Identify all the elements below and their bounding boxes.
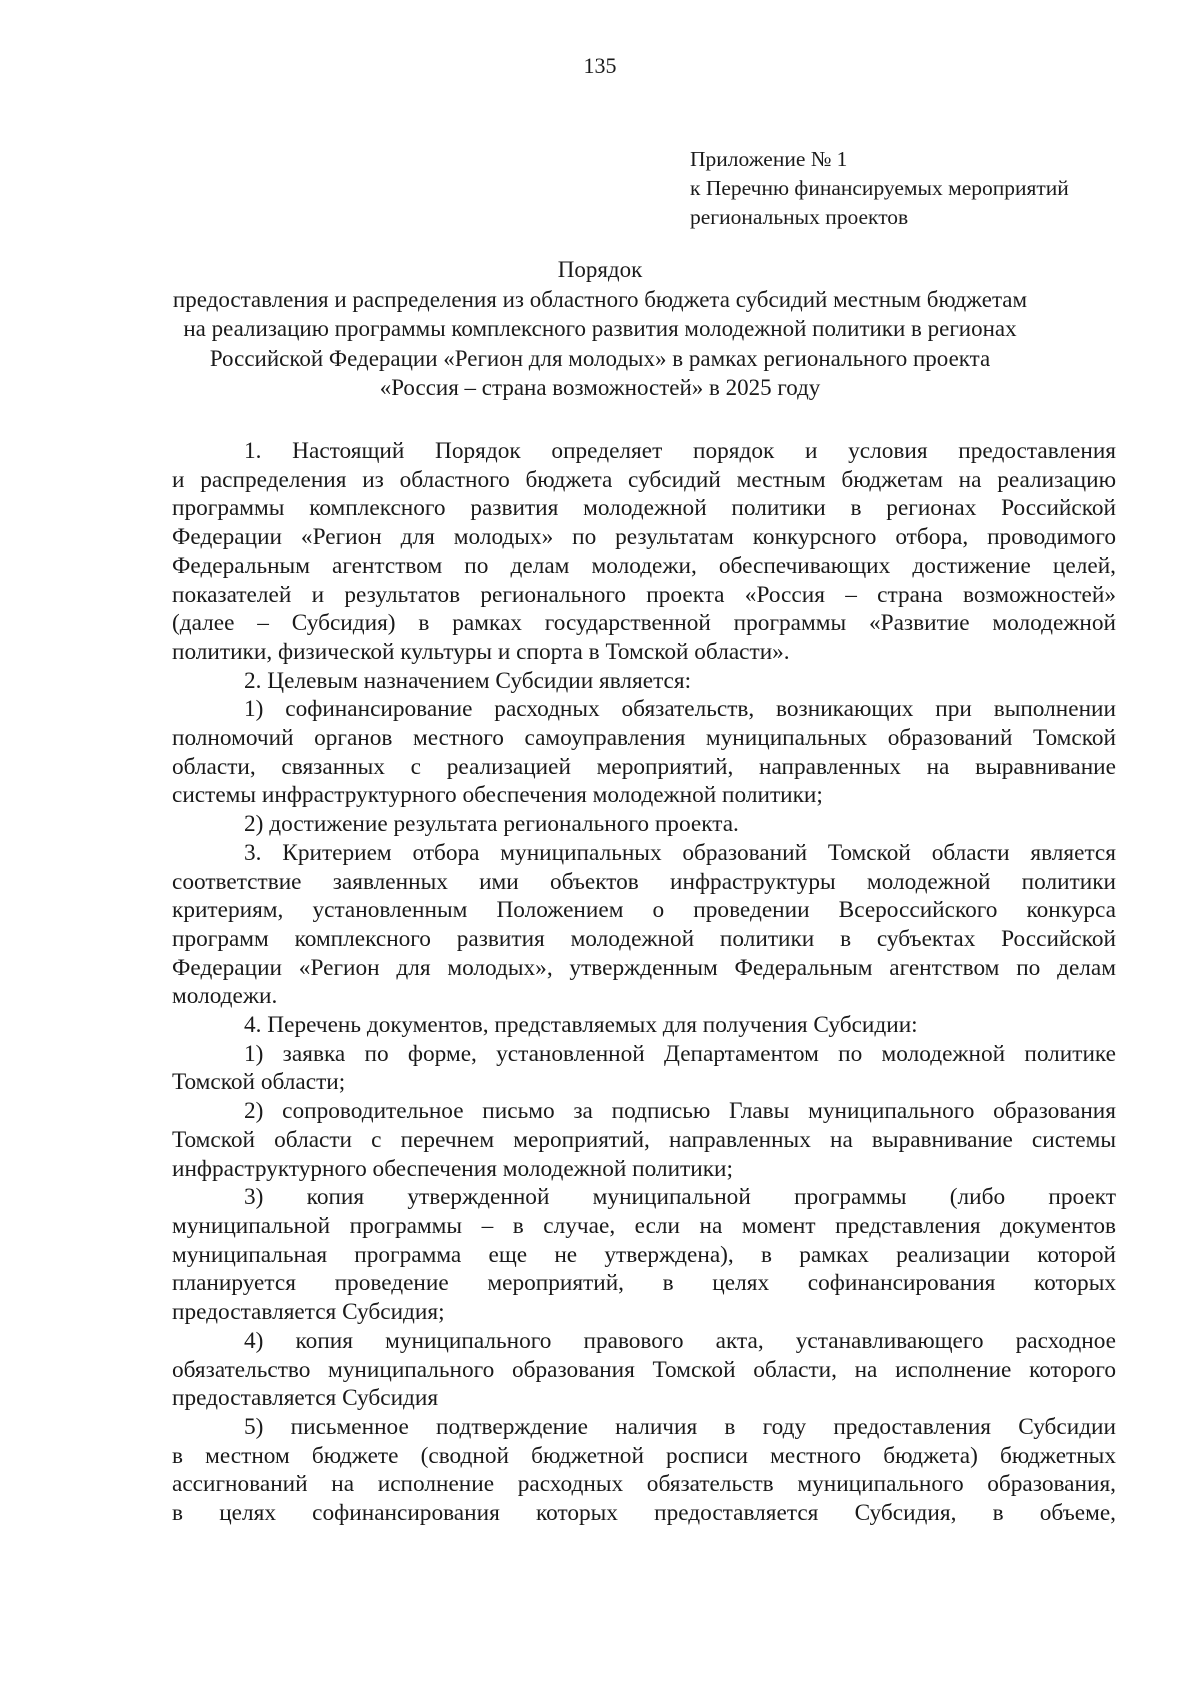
text-line: 1) заявка по форме, установленной Департаментом по молодежной политике xyxy=(244,1040,1116,1067)
text-line: области, связанных с реализацией мероприятий, направленных на выравнивание xyxy=(172,753,1116,780)
text-line: обязательство муниципального образования Томской области, на исполнение которого xyxy=(172,1356,1116,1383)
text-line: политики, физической культуры и спорта в Томской области». xyxy=(172,638,790,665)
title-line: предоставления и распределения из областного бюджета субсидий местным бюджетам xyxy=(172,286,1028,312)
text-line: Федерации «Регион для молодых», утвержденным Федеральным агентством по делам xyxy=(172,954,1116,981)
text-line: муниципальной программы – в случае, если на момент представления документов xyxy=(172,1212,1116,1239)
paragraph xyxy=(172,1183,1116,1327)
text-line: предоставляется Субсидия; xyxy=(172,1299,445,1326)
paragraph xyxy=(172,1327,1116,1413)
title-line: Российской Федерации «Регион для молодых» в рамках регионального проекта xyxy=(209,345,991,371)
title-heading: Порядок xyxy=(557,257,643,282)
text-line: системы инфраструктурного обеспечения молодежной политики; xyxy=(172,782,823,809)
text-line: программы комплексного развития молодежной политики в регионах Российской xyxy=(172,495,1116,522)
text-line: 1. Настоящий Порядок определяет порядок и условия предоставления xyxy=(244,438,1116,464)
text-line: и распределения из областного бюджета субсидий местным бюджетам на реализацию xyxy=(172,466,1116,493)
document-body xyxy=(172,437,1116,1528)
text-line: инфраструктурного обеспечения молодежной политики; xyxy=(172,1155,733,1182)
paragraph xyxy=(172,695,1116,810)
text-line: соответствие заявленных ими объектов инфраструктуры молодежной политики xyxy=(172,868,1116,895)
text-line: Федеральным агентством по делам молодежи, обеспечивающих достижение целей, xyxy=(172,552,1116,579)
text-line: критериям, установленным Положением о проведении Всероссийского конкурса xyxy=(172,897,1116,924)
text-line: 1) софинансирование расходных обязательств, возникающих при выполнении xyxy=(244,696,1116,723)
appendix-line: к Перечню финансируемых мероприятий xyxy=(690,176,1069,200)
appendix-note xyxy=(690,145,1170,232)
text-line: планируется проведение мероприятий, в целях софинансирования которых xyxy=(172,1270,1116,1297)
text-line: полномочий органов местного самоуправления муниципальных образований Томской xyxy=(172,725,1116,752)
text-line: 5) письменное подтверждение наличия в году предоставления Субсидии xyxy=(244,1413,1116,1440)
text-line: молодежи. xyxy=(172,983,278,1010)
text-line: (далее – Субсидия) в рамках государственной программы «Развитие молодежной xyxy=(172,610,1116,637)
paragraph xyxy=(172,839,1116,1011)
text-line: 2. Целевым назначением Субсидии является: xyxy=(244,667,692,694)
text-line: Федерации «Регион для молодых» по результатам конкурсного отбора, проводимого xyxy=(172,524,1116,551)
text-line: 2) достижение результата регионального проекта. xyxy=(244,811,739,838)
paragraph xyxy=(172,810,1116,839)
paragraph xyxy=(172,1040,1116,1097)
page-number: 135 xyxy=(583,53,617,78)
text-line: 4. Перечень документов, представляемых для получения Субсидии: xyxy=(244,1012,918,1039)
title-line: на реализацию программы комплексного развития молодежной политики в регионах xyxy=(183,316,1017,341)
title-line: «Россия – страна возможностей» в 2025 году xyxy=(379,375,821,400)
paragraph xyxy=(172,437,1116,667)
text-line: в целях софинансирования которых предоставляется Субсидия, в объеме, xyxy=(172,1500,1116,1527)
text-line: показателей и результатов регионального проекта «Россия – страна возможностей» xyxy=(172,581,1116,608)
paragraph xyxy=(172,1413,1116,1528)
text-line: муниципальная программа еще не утверждена), в рамках реализации которой xyxy=(172,1241,1116,1268)
text-line: 4) копия муниципального правового акта, устанавливающего расходное xyxy=(244,1327,1116,1354)
text-line: 3. Критерием отбора муниципальных образований Томской области является xyxy=(244,839,1116,866)
appendix-line: Приложение № 1 xyxy=(690,147,848,171)
text-line: 3) копия утвержденной муниципальной программы (либо проект xyxy=(244,1184,1116,1211)
paragraph xyxy=(172,1097,1116,1183)
text-line: ассигнований на исполнение расходных обязательств муниципального образования, xyxy=(172,1471,1116,1498)
text-line: Томской области; xyxy=(172,1069,346,1096)
text-line: в местном бюджете (сводной бюджетной росписи местного бюджета) бюджетных xyxy=(172,1442,1116,1469)
text-line: Томской области с перечнем мероприятий, направленных на выравнивание системы xyxy=(172,1126,1116,1153)
paragraph xyxy=(172,1011,1116,1040)
text-line: предоставляется Субсидия xyxy=(172,1385,439,1412)
text-line: 2) сопроводительное письмо за подписью Главы муниципального образования xyxy=(244,1098,1116,1125)
text-line: программ комплексного развития молодежной политики в субъектах Российской xyxy=(172,925,1116,952)
document-title xyxy=(150,255,1050,403)
paragraph xyxy=(172,667,1116,696)
appendix-line: региональных проектов xyxy=(690,205,909,229)
